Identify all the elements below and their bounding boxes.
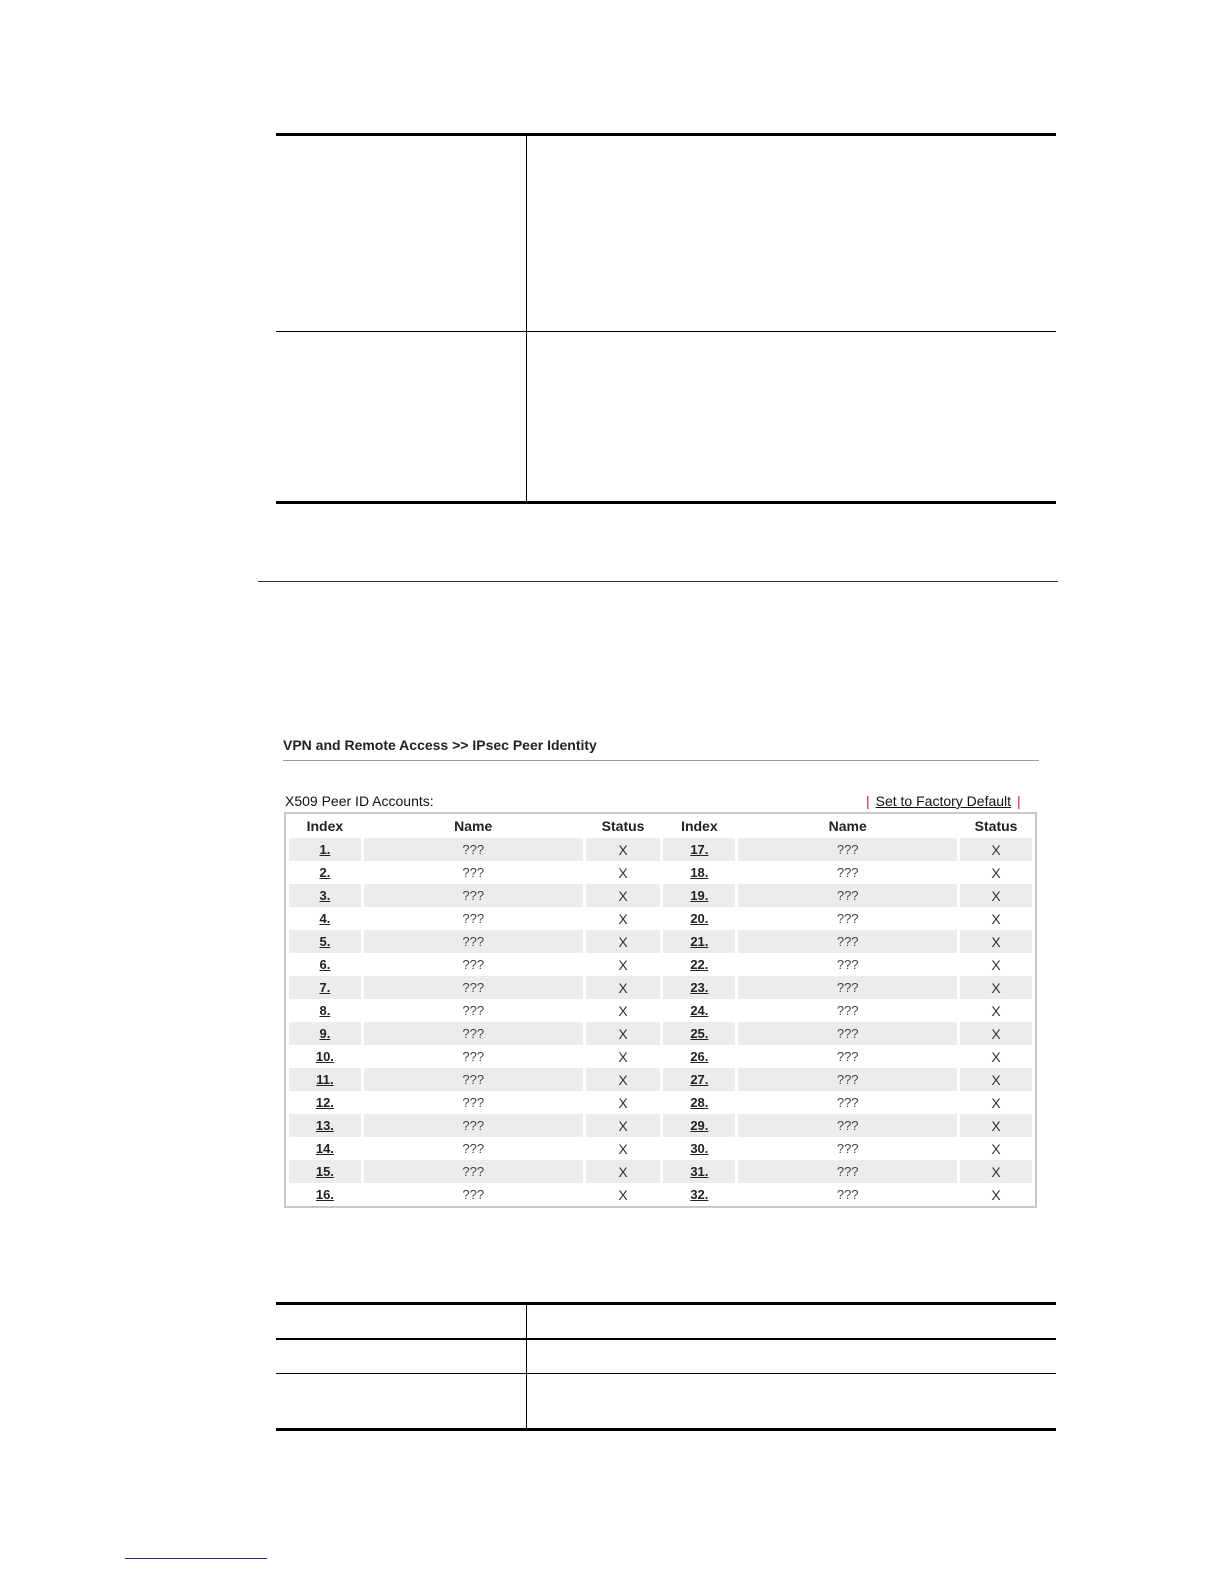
index-link[interactable]: 28.	[690, 1095, 709, 1110]
name-cell: ???	[836, 957, 859, 972]
index-link[interactable]: 23.	[690, 980, 709, 995]
table-row	[289, 976, 1032, 999]
index-link[interactable]: 16.	[315, 1187, 334, 1202]
status-cell: X	[991, 1002, 1001, 1019]
table-top-rule	[276, 133, 1056, 136]
table-row	[289, 1160, 1032, 1183]
table-row-divider	[276, 1373, 1056, 1374]
table-row	[289, 884, 1032, 907]
table-row	[289, 1045, 1032, 1068]
index-link[interactable]: 21.	[690, 934, 709, 949]
table-row	[289, 838, 1032, 861]
index-link[interactable]: 18.	[690, 865, 709, 880]
table-row	[289, 1022, 1032, 1045]
status-cell: X	[960, 838, 1032, 861]
name-cell: ???	[364, 1022, 583, 1045]
status-cell: X	[991, 1094, 1001, 1111]
name-cell: ???	[738, 1068, 957, 1091]
footnote-rule	[125, 1558, 267, 1559]
status-cell: X	[618, 910, 628, 927]
table-top-rule	[276, 1302, 1056, 1305]
name-cell: ???	[462, 1095, 485, 1110]
name-cell: ???	[462, 1049, 485, 1064]
name-cell: ???	[836, 1141, 859, 1156]
name-cell: ???	[836, 1095, 859, 1110]
name-cell: ???	[462, 911, 485, 926]
index-link[interactable]: 9.	[319, 1026, 331, 1041]
index-cell	[663, 861, 735, 884]
accounts-label: X509 Peer ID Accounts:	[285, 793, 434, 809]
name-cell: ???	[462, 1141, 485, 1156]
index-link[interactable]: 13.	[315, 1118, 334, 1133]
name-cell: ???	[364, 884, 583, 907]
table-row	[289, 1137, 1032, 1160]
status-cell: X	[960, 976, 1032, 999]
table-row-divider	[276, 1338, 1056, 1340]
name-cell: ???	[836, 1187, 859, 1202]
status-cell: X	[586, 1068, 661, 1091]
status-cell: X	[618, 1140, 628, 1157]
table-row-divider	[276, 331, 1056, 332]
index-cell	[289, 1091, 361, 1114]
table-row	[289, 907, 1032, 930]
index-link[interactable]: 19.	[690, 888, 709, 903]
table-row	[289, 1114, 1032, 1137]
index-link[interactable]: 1.	[319, 842, 331, 857]
status-cell: X	[960, 1022, 1032, 1045]
index-cell	[289, 1045, 361, 1068]
name-cell: ???	[364, 976, 583, 999]
index-link[interactable]: 32.	[690, 1187, 709, 1202]
status-cell: X	[618, 1002, 628, 1019]
table-row	[289, 999, 1032, 1022]
set-to-factory-default-link[interactable]: Set to Factory Default	[875, 793, 1012, 809]
index-link[interactable]: 6.	[319, 957, 331, 972]
status-cell: X	[586, 1160, 661, 1183]
index-cell	[663, 1068, 735, 1091]
index-cell	[289, 976, 361, 999]
index-link[interactable]: 24.	[690, 1003, 709, 1018]
status-cell: X	[960, 1068, 1032, 1091]
status-cell: X	[960, 1160, 1032, 1183]
index-link[interactable]: 10.	[315, 1049, 334, 1064]
index-link[interactable]: 11.	[316, 1072, 334, 1087]
index-cell	[289, 1114, 361, 1137]
column-header-status: Status	[601, 818, 645, 834]
table-bottom-rule	[276, 1428, 1056, 1431]
factory-default-group	[866, 793, 1021, 809]
table-row	[289, 861, 1032, 884]
index-link[interactable]: 30.	[690, 1141, 709, 1156]
status-cell: X	[991, 1140, 1001, 1157]
index-cell	[289, 1022, 361, 1045]
column-header-name: Name	[454, 818, 493, 834]
name-cell: ???	[462, 1187, 485, 1202]
index-cell	[663, 838, 735, 861]
name-cell: ???	[738, 1160, 957, 1183]
index-cell	[663, 953, 735, 976]
index-link[interactable]: 26.	[690, 1049, 709, 1064]
title-underline	[283, 760, 1039, 761]
index-cell	[663, 999, 735, 1022]
index-cell	[663, 1137, 735, 1160]
status-cell: X	[991, 864, 1001, 881]
index-cell	[663, 1160, 735, 1183]
peer-table-body	[289, 838, 1032, 1206]
status-cell: X	[991, 1186, 1001, 1203]
index-link[interactable]: 12.	[315, 1095, 334, 1110]
status-cell: X	[586, 1114, 661, 1137]
status-cell: X	[991, 910, 1001, 927]
index-link[interactable]: 22.	[690, 957, 709, 972]
index-cell	[289, 953, 361, 976]
index-cell	[663, 976, 735, 999]
peer-id-table	[286, 814, 1035, 1206]
column-header-status: Status	[974, 818, 1018, 834]
index-cell	[289, 1160, 361, 1183]
index-link[interactable]: 31.	[690, 1164, 709, 1179]
column-header-name: Name	[828, 818, 867, 834]
section-separator	[258, 581, 1058, 582]
index-link[interactable]: 17.	[690, 842, 709, 857]
index-cell	[289, 1183, 361, 1206]
index-cell	[289, 930, 361, 953]
status-cell: X	[991, 956, 1001, 973]
status-cell: X	[586, 884, 661, 907]
name-cell: ???	[836, 865, 859, 880]
status-cell: X	[586, 930, 661, 953]
name-cell: ???	[364, 838, 583, 861]
table-row	[289, 1091, 1032, 1114]
index-cell	[289, 907, 361, 930]
name-cell: ???	[836, 911, 859, 926]
index-link[interactable]: 27.	[690, 1072, 709, 1087]
index-cell	[663, 884, 735, 907]
status-cell: X	[960, 1114, 1032, 1137]
index-cell	[663, 1022, 735, 1045]
name-cell: ???	[738, 1022, 957, 1045]
index-link[interactable]: 25.	[690, 1026, 709, 1041]
index-cell	[289, 1068, 361, 1091]
index-link[interactable]: 14.	[315, 1141, 334, 1156]
table-row	[289, 1183, 1032, 1206]
name-cell: ???	[462, 957, 485, 972]
name-cell: ???	[364, 1068, 583, 1091]
status-cell: X	[960, 884, 1032, 907]
name-cell: ???	[738, 930, 957, 953]
table-column-divider	[526, 136, 527, 501]
status-cell: X	[960, 930, 1032, 953]
index-link[interactable]: 4.	[319, 911, 331, 926]
status-cell: X	[618, 1048, 628, 1065]
index-cell	[663, 1045, 735, 1068]
status-cell: X	[618, 1094, 628, 1111]
peer-id-accounts-panel	[284, 812, 1037, 1208]
status-cell: X	[586, 1022, 661, 1045]
index-cell	[663, 1183, 735, 1206]
name-cell: ???	[462, 865, 485, 880]
name-cell: ???	[462, 1003, 485, 1018]
pipe-separator-right: |	[1017, 793, 1021, 809]
name-cell: ???	[836, 1003, 859, 1018]
status-cell: X	[618, 956, 628, 973]
index-link[interactable]: 15.	[315, 1164, 334, 1179]
name-cell: ???	[364, 1114, 583, 1137]
index-cell	[289, 838, 361, 861]
name-cell: ???	[738, 976, 957, 999]
index-cell	[289, 1137, 361, 1160]
status-cell: X	[991, 1048, 1001, 1065]
index-cell	[289, 999, 361, 1022]
table-row	[289, 930, 1032, 953]
index-cell	[289, 861, 361, 884]
column-header-index: Index	[681, 818, 718, 834]
name-cell: ???	[364, 930, 583, 953]
index-link[interactable]: 20.	[690, 911, 709, 926]
index-link[interactable]: 7.	[319, 980, 331, 995]
index-cell	[663, 930, 735, 953]
index-cell	[289, 884, 361, 907]
name-cell: ???	[738, 838, 957, 861]
pipe-separator-left: |	[866, 793, 870, 809]
index-cell	[663, 1114, 735, 1137]
name-cell: ???	[364, 1160, 583, 1183]
table-header-row	[289, 814, 1032, 838]
index-link[interactable]: 5.	[319, 934, 331, 949]
page-title: VPN and Remote Access >> IPsec Peer Identity	[283, 737, 597, 753]
name-cell: ???	[738, 1114, 957, 1137]
index-cell	[663, 907, 735, 930]
index-link[interactable]: 3.	[319, 888, 331, 903]
name-cell: ???	[738, 884, 957, 907]
top-description-table	[276, 133, 1056, 504]
table-row	[289, 1068, 1032, 1091]
index-link[interactable]: 2.	[319, 865, 331, 880]
index-link[interactable]: 29.	[690, 1118, 709, 1133]
column-header-index: Index	[306, 818, 344, 834]
status-cell: X	[618, 864, 628, 881]
name-cell: ???	[836, 1049, 859, 1064]
table-row	[289, 953, 1032, 976]
bottom-description-table	[276, 1302, 1056, 1432]
index-cell	[663, 1091, 735, 1114]
status-cell: X	[586, 976, 661, 999]
index-link[interactable]: 8.	[319, 1003, 331, 1018]
status-cell: X	[586, 838, 661, 861]
status-cell: X	[618, 1186, 628, 1203]
table-column-divider	[526, 1305, 527, 1428]
table-bottom-rule	[276, 501, 1056, 504]
